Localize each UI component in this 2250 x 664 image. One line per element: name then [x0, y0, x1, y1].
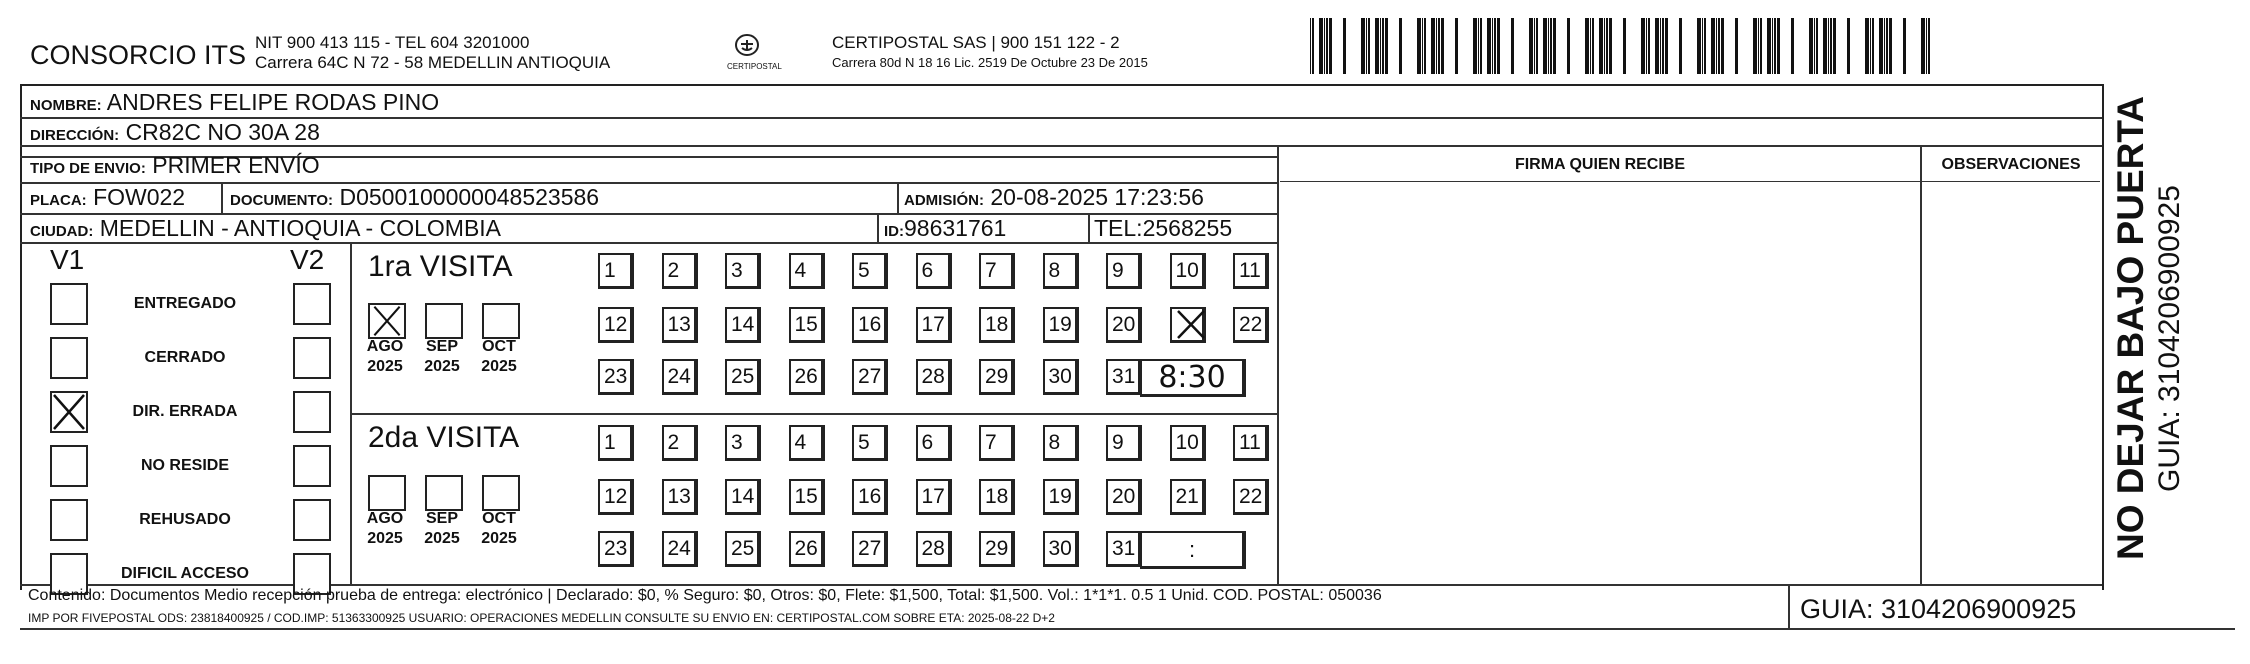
visit2-time-box[interactable]: : [1140, 531, 1246, 569]
visit1-time-box[interactable]: 8:30 [1140, 359, 1246, 397]
company-nit-tel: NIT 900 413 115 - TEL 604 3201000 [255, 33, 530, 52]
barcode-bar [1368, 18, 1370, 74]
v2-checkbox[interactable] [293, 337, 331, 379]
barcode-bar [1487, 18, 1491, 74]
placa-field: PLACA: FOW022 [30, 184, 186, 210]
nombre-value: ANDRES FELIPE RODAS PINO [106, 89, 440, 115]
visit1-day-box[interactable]: 29 [979, 359, 1015, 395]
barcode-bar [1550, 18, 1552, 74]
visit1-day-box[interactable]: 7 [979, 253, 1015, 289]
barcode-bar [1791, 18, 1794, 74]
barcode-bar [1478, 18, 1479, 74]
visit2-year-label: 2025 [481, 530, 517, 547]
side-guia: GUIA: 3104206900925 [2153, 185, 2186, 492]
barcode-bar [1777, 18, 1780, 74]
visit1-day-box[interactable]: 3 [725, 253, 761, 289]
visit1-day-box[interactable]: 15 [789, 307, 825, 343]
barcode-bar [1599, 18, 1603, 74]
barcode-bar [1833, 18, 1836, 74]
barcode-bar [1480, 18, 1482, 74]
visit1-day-box[interactable]: 27 [852, 359, 888, 395]
visit2-day-box[interactable]: 2 [662, 425, 698, 461]
visit2-month-checkbox[interactable] [425, 475, 463, 511]
barcode-bar [1872, 18, 1874, 74]
admision-value: 20-08-2025 17:23:56 [990, 184, 1204, 210]
tipo-envio-value: PRIMER ENVÍO [152, 152, 320, 178]
visit1-day-box[interactable]: 9 [1106, 253, 1142, 289]
visit2-day-box[interactable]: 3 [725, 425, 761, 461]
barcode-bar [1592, 18, 1594, 74]
status-label: DIR. ERRADA [132, 403, 238, 420]
barcode-bar [1660, 18, 1661, 74]
barcode-bar [1760, 18, 1762, 74]
status-label: NO RESIDE [140, 457, 229, 474]
visit2-day-box[interactable]: 15 [789, 479, 825, 515]
barcode-bar [1721, 18, 1724, 74]
visit1-month-checkbox[interactable] [425, 303, 463, 339]
visit2-month-checkbox[interactable] [482, 475, 520, 511]
visit2-title: 2da VISITA [368, 421, 520, 454]
barcode-bar [1823, 18, 1827, 74]
barcode-bar [1655, 18, 1659, 74]
barcode-bar [1455, 18, 1458, 74]
barcode-bar [1497, 18, 1500, 74]
visit1-day-box[interactable]: 13 [662, 307, 698, 343]
barcode-bar [1375, 18, 1379, 74]
visit1-month-checkbox[interactable] [482, 303, 520, 339]
status-label: REHUSADO [139, 511, 231, 528]
barcode-bar [1382, 18, 1384, 74]
barcode-bar [1329, 18, 1332, 74]
status-label: DIFICIL ACCESO [120, 565, 249, 582]
visit2-year-label: 2025 [367, 530, 403, 547]
x-mark-icon [370, 305, 404, 337]
barcode-bar [1774, 18, 1776, 74]
barcode-bar [1665, 18, 1668, 74]
visit2-month-label: AGO [366, 510, 404, 527]
ciudad-field: CIUDAD: MEDELLIN - ANTIOQUIA - COLOMBIA [30, 215, 502, 241]
barcode-bar [1431, 18, 1435, 74]
barcode-bar [1590, 18, 1591, 74]
barcode-bar [1889, 18, 1892, 74]
visit1-day-box[interactable]: 8 [1043, 253, 1079, 289]
visit2-day-box[interactable]: 1 [598, 425, 634, 461]
visit1-day-box[interactable]: 14 [725, 307, 761, 343]
barcode-bar [1585, 18, 1589, 74]
barcode-bar [1816, 18, 1818, 74]
visit2-day-box[interactable]: 19 [1043, 479, 1079, 515]
certipostal-title: CERTIPOSTAL SAS | 900 151 122 - 2 [832, 33, 1120, 52]
barcode-bar [1380, 18, 1381, 74]
barcode-bar [1865, 18, 1869, 74]
visit1-day-box[interactable]: 16 [852, 307, 888, 343]
signature-area[interactable] [1280, 182, 1920, 584]
visit1-day-box[interactable]: 10 [1170, 253, 1206, 289]
barcode-bar [1424, 18, 1426, 74]
barcode-bar [1662, 18, 1664, 74]
logo-caption: CERTIPOSTAL [727, 62, 782, 71]
barcode-bar [1312, 18, 1314, 74]
visit2-day-box[interactable]: 31 [1106, 531, 1142, 567]
visit1-day-box[interactable]: 18 [979, 307, 1015, 343]
visit2-month-label: OCT [482, 510, 516, 527]
id-value: 98631761 [904, 215, 1007, 241]
barcode-bar [1567, 18, 1570, 74]
barcode-bar [1704, 18, 1706, 74]
v2-header: V2 [290, 244, 325, 275]
visit2-day-box[interactable]: 8 [1043, 425, 1079, 461]
barcode-bar [1648, 18, 1650, 74]
visit1-month-label: OCT [482, 338, 516, 355]
direccion-field: DIRECCIÓN: CR82C NO 30A 28 [30, 119, 320, 145]
direccion-value: CR82C NO 30A 28 [125, 119, 320, 145]
visit2-day-box[interactable]: 30 [1043, 531, 1079, 567]
barcode-bar [1697, 18, 1701, 74]
visit2-day-box[interactable]: 24 [662, 531, 698, 567]
barcode-bar [1543, 18, 1547, 74]
visit1-day-box[interactable]: 1 [598, 253, 634, 289]
v1-header: V1 [50, 244, 85, 275]
barcode-bar [1319, 18, 1323, 74]
visit1-day-box[interactable]: 11 [1233, 253, 1269, 289]
side-warning: NO DEJAR BAJO PUERTA [2110, 96, 2151, 560]
bottom-rule [20, 628, 2235, 630]
visit2-day-box[interactable]: 6 [916, 425, 952, 461]
observaciones-area[interactable] [1922, 182, 2100, 584]
barcode-bar [1772, 18, 1773, 74]
barcode-bar [1606, 18, 1608, 74]
barcode-bar [1758, 18, 1759, 74]
admision-field: ADMISIÓN: 20-08-2025 17:23:56 [904, 184, 1204, 210]
certipostal-address: Carrera 80d N 18 16 Lic. 2519 De Octubre 23 De 2015 [832, 55, 1148, 70]
visit1-day-box[interactable]: 5 [852, 253, 888, 289]
visit2-month-checkbox[interactable] [368, 475, 406, 511]
visit2-day-box[interactable]: 22 [1233, 479, 1269, 515]
barcode-bar [1438, 18, 1440, 74]
status-label: CERRADO [144, 349, 226, 366]
barcode-bar [1641, 18, 1645, 74]
barcode-bar [1399, 18, 1402, 74]
barcode-bar [1847, 18, 1850, 74]
visit1-day-box[interactable]: 12 [598, 307, 634, 343]
visit1-month-label: AGO [366, 338, 404, 355]
barcode-bar [1473, 18, 1477, 74]
tipo-envio-field: TIPO DE ENVIO: PRIMER ENVÍO [30, 152, 320, 178]
tel-value: TEL:2568255 [1094, 215, 1233, 241]
barcode-bar [1385, 18, 1388, 74]
visit2-day-box[interactable]: 25 [725, 531, 761, 567]
barcode-bar [1884, 18, 1885, 74]
nombre-field: NOMBRE: ANDRES FELIPE RODAS PINO [30, 89, 440, 115]
visit1-day-box[interactable]: 17 [916, 307, 952, 343]
barcode-bar [1735, 18, 1738, 74]
footer-guia: GUIA: 3104206900925 [1800, 594, 2077, 624]
visit2-day-box[interactable]: 28 [916, 531, 952, 567]
visit1-year-label: 2025 [481, 358, 517, 375]
barcode-bar [1828, 18, 1829, 74]
status-label: ENTREGADO [133, 295, 237, 312]
certipostal-logo-icon [728, 32, 766, 62]
documento-field: DOCUMENTO: D0500100000048523586 [230, 184, 600, 210]
barcode-bar [1529, 18, 1533, 74]
visit2-day-box[interactable]: 21 [1170, 479, 1206, 515]
barcode-bar [1553, 18, 1556, 74]
barcode-bar [1366, 18, 1367, 74]
visit1-day-box[interactable]: 31 [1106, 359, 1142, 395]
barcode-bar [1702, 18, 1703, 74]
visit2-month-label: SEP [425, 510, 458, 527]
visit1-day-box[interactable]: 24 [662, 359, 698, 395]
barcode-bar [1679, 18, 1682, 74]
visit1-day-box[interactable]: 2 [662, 253, 698, 289]
barcode-bar [1511, 18, 1514, 74]
barcode-bar [1711, 18, 1715, 74]
visit2-year-label: 2025 [424, 530, 460, 547]
visit1-day-box[interactable] [1170, 307, 1206, 343]
visit1-month-checkbox[interactable] [368, 303, 406, 339]
visit1-title: 1ra VISITA [368, 250, 513, 283]
barcode-bar [1326, 18, 1328, 74]
v2-checkbox[interactable] [293, 499, 331, 541]
visit2-day-box[interactable]: 9 [1106, 425, 1142, 461]
barcode-bar [1809, 18, 1813, 74]
visit2-day-box[interactable]: 4 [789, 425, 825, 461]
visit2-day-box[interactable]: 12 [598, 479, 634, 515]
visit2-day-box[interactable]: 7 [979, 425, 1015, 461]
barcode-bar [1928, 18, 1930, 74]
placa-value: FOW022 [93, 184, 186, 210]
barcode-bar [1536, 18, 1538, 74]
barcode-bar [1926, 18, 1927, 74]
barcode-bar [1604, 18, 1605, 74]
barcode [1310, 18, 1940, 74]
barcode-bar [1343, 18, 1346, 74]
documento-value: D0500100000048523586 [339, 184, 600, 210]
barcode-bar [1753, 18, 1757, 74]
barcode-bar [1422, 18, 1423, 74]
visit1-day-box[interactable]: 4 [789, 253, 825, 289]
visit2-day-box[interactable]: 10 [1170, 425, 1206, 461]
footer-contenido: Contenido: Documentos Medio recepción prueba de entrega: electrónico | Declarado: $0, % Seguro: $0, Otros: $0, Flete: $1,500, Total: $1,500. Vol.: 1*1*1. 0.5 1 Unid. COD. POSTAL: 050036 [28, 587, 1382, 604]
visit1-day-box[interactable]: 26 [789, 359, 825, 395]
visit2-day-box[interactable]: 16 [852, 479, 888, 515]
barcode-bar [1767, 18, 1771, 74]
barcode-bar [1646, 18, 1647, 74]
visit2-day-box[interactable]: 20 [1106, 479, 1142, 515]
barcode-bar [1310, 18, 1311, 74]
barcode-bar [1716, 18, 1717, 74]
observaciones-header: OBSERVACIONES [1941, 156, 2081, 173]
firma-header: FIRMA QUIEN RECIBE [1514, 156, 1686, 173]
visit2-day-box[interactable]: 26 [789, 531, 825, 567]
visit2-day-box[interactable]: 23 [598, 531, 634, 567]
barcode-bar [1718, 18, 1720, 74]
visit1-day-box[interactable]: 20 [1106, 307, 1142, 343]
visit1-day-box[interactable]: 19 [1043, 307, 1079, 343]
ciudad-value: MEDELLIN - ANTIOQUIA - COLOMBIA [99, 215, 502, 241]
barcode-bar [1609, 18, 1612, 74]
barcode-bar [1879, 18, 1883, 74]
barcode-bar [1494, 18, 1496, 74]
barcode-bar [1623, 18, 1626, 74]
visit1-day-box[interactable]: 23 [598, 359, 634, 395]
visit1-day-box[interactable]: 30 [1043, 359, 1079, 395]
barcode-bar [1324, 18, 1325, 74]
visit1-day-box[interactable]: 25 [725, 359, 761, 395]
id-field: ID:98631761 [884, 215, 1007, 241]
barcode-bar [1830, 18, 1832, 74]
visit2-day-box[interactable]: 14 [725, 479, 761, 515]
barcode-bar [1436, 18, 1437, 74]
visit1-year-label: 2025 [424, 358, 460, 375]
x-mark-icon [1176, 309, 1206, 340]
visit1-day-box[interactable]: 28 [916, 359, 952, 395]
visit2-day-box[interactable]: 27 [852, 531, 888, 567]
visit2-day-box[interactable]: 5 [852, 425, 888, 461]
barcode-bar [1548, 18, 1549, 74]
barcode-bar [1903, 18, 1906, 74]
barcode-bar [1361, 18, 1365, 74]
barcode-bar [1814, 18, 1815, 74]
v2-checkbox[interactable] [293, 391, 331, 433]
visit1-month-label: SEP [425, 338, 458, 355]
v2-checkbox[interactable] [293, 445, 331, 487]
footer-impresion: IMP POR FIVEPOSTAL ODS: 23818400925 / COD.IMP: 51363300925 USUARIO: OPERACIONES MEDELLIN CONSULTE SU ENVIO EN: CERTIPOSTAL.COM SOBRE ETA: 2025-08-22 D+2 [28, 611, 1055, 625]
barcode-bar [1886, 18, 1888, 74]
visit2-day-box[interactable]: 18 [979, 479, 1015, 515]
visit2-day-box[interactable]: 29 [979, 531, 1015, 567]
company-address: Carrera 64C N 72 - 58 MEDELLIN ANTIOQUIA [255, 53, 611, 72]
visit1-day-box[interactable]: 6 [916, 253, 952, 289]
barcode-bar [1417, 18, 1421, 74]
barcode-bar [1921, 18, 1925, 74]
visit1-year-label: 2025 [367, 358, 403, 375]
company-name: CONSORCIO ITS [30, 40, 247, 70]
barcode-bar [1534, 18, 1535, 74]
v2-checkbox[interactable] [293, 283, 331, 325]
visit1-day-box[interactable]: 22 [1233, 307, 1269, 343]
visit2-day-box[interactable]: 11 [1233, 425, 1269, 461]
visit2-day-box[interactable]: 17 [916, 479, 952, 515]
barcode-bar [1492, 18, 1493, 74]
barcode-bar [1441, 18, 1444, 74]
visit2-day-box[interactable]: 13 [662, 479, 698, 515]
barcode-bar [1870, 18, 1871, 74]
